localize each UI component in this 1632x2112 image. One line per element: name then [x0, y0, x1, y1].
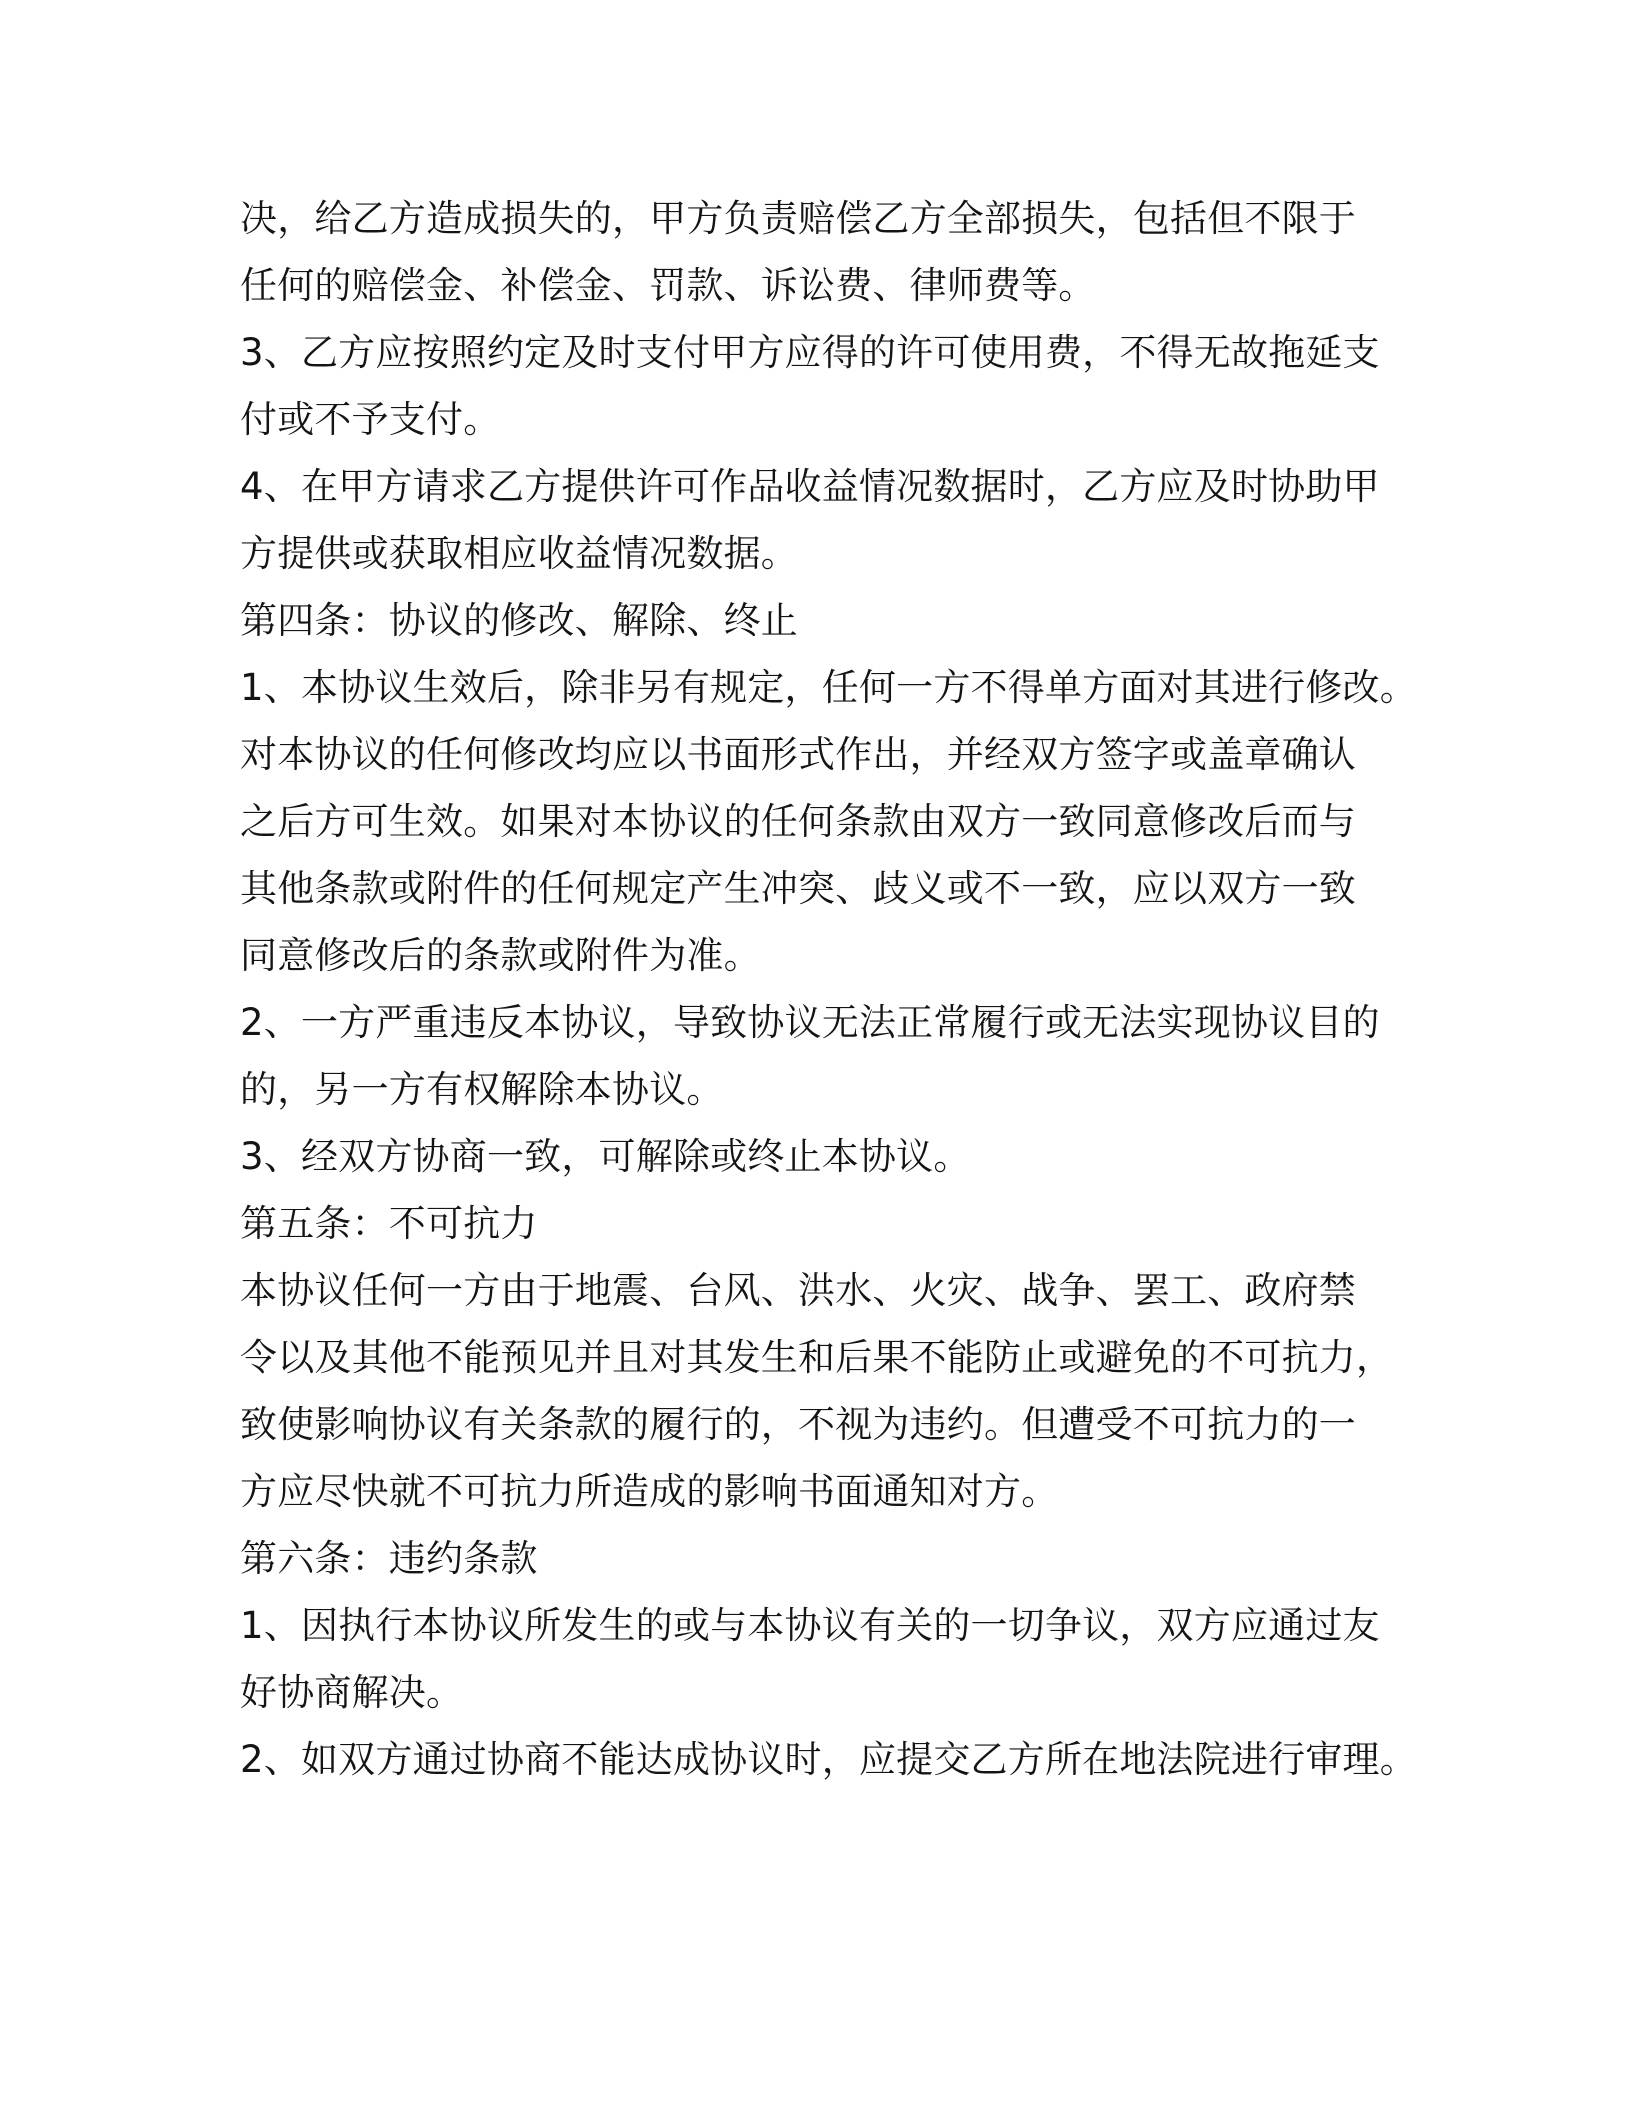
text-line: 令以及其他不能预见并且对其发生和后果不能防止或避免的不可抗力， — [240, 1336, 1394, 1379]
section-heading: 第四条：协议的修改、解除、终止 — [240, 599, 798, 642]
text-line: 2、如双方通过协商不能达成协议时，应提交乙方所在地法院进行审理。 — [240, 1738, 1417, 1781]
section-heading: 第五条：不可抗力 — [240, 1202, 538, 1245]
text-line: 致使影响协议有关条款的履行的，不视为违约。但遭受不可抗力的一 — [240, 1403, 1356, 1446]
text-line: 方提供或获取相应收益情况数据。 — [240, 532, 798, 575]
text-line: 其他条款或附件的任何规定产生冲突、歧义或不一致，应以双方一致 — [240, 867, 1356, 910]
text-line: 2、一方严重违反本协议，导致协议无法正常履行或无法实现协议目的 — [240, 1001, 1380, 1044]
text-line: 1、因执行本协议所发生的或与本协议有关的一切争议，双方应通过友 — [240, 1604, 1380, 1647]
text-line: 本协议任何一方由于地震、台风、洪水、火灾、战争、罢工、政府禁 — [240, 1269, 1356, 1312]
text-line: 1、本协议生效后，除非另有规定，任何一方不得单方面对其进行修改。 — [240, 666, 1417, 709]
text-line: 决，给乙方造成损失的，甲方负责赔偿乙方全部损失，包括但不限于 — [240, 197, 1356, 240]
text-line: 付或不予支付。 — [240, 398, 501, 441]
text-line: 的，另一方有权解除本协议。 — [240, 1068, 724, 1111]
text-line: 3、经双方协商一致，可解除或终止本协议。 — [240, 1135, 971, 1178]
section-heading: 第六条：违约条款 — [240, 1537, 538, 1580]
text-line: 对本协议的任何修改均应以书面形式作出，并经双方签字或盖章确认 — [240, 733, 1356, 776]
text-line: 方应尽快就不可抗力所造成的影响书面通知对方。 — [240, 1470, 1059, 1513]
text-line: 任何的赔偿金、补偿金、罚款、诉讼费、律师费等。 — [240, 264, 1096, 307]
document-body — [240, 190, 1417, 1798]
text-line: 4、在甲方请求乙方提供许可作品收益情况数据时，乙方应及时协助甲 — [240, 465, 1380, 508]
text-line: 好协商解决。 — [240, 1671, 464, 1714]
text-line: 之后方可生效。如果对本协议的任何条款由双方一致同意修改后而与 — [240, 800, 1356, 843]
text-line: 3、乙方应按照约定及时支付甲方应得的许可使用费，不得无故拖延支 — [240, 331, 1380, 374]
text-line: 同意修改后的条款或附件为准。 — [240, 934, 761, 977]
